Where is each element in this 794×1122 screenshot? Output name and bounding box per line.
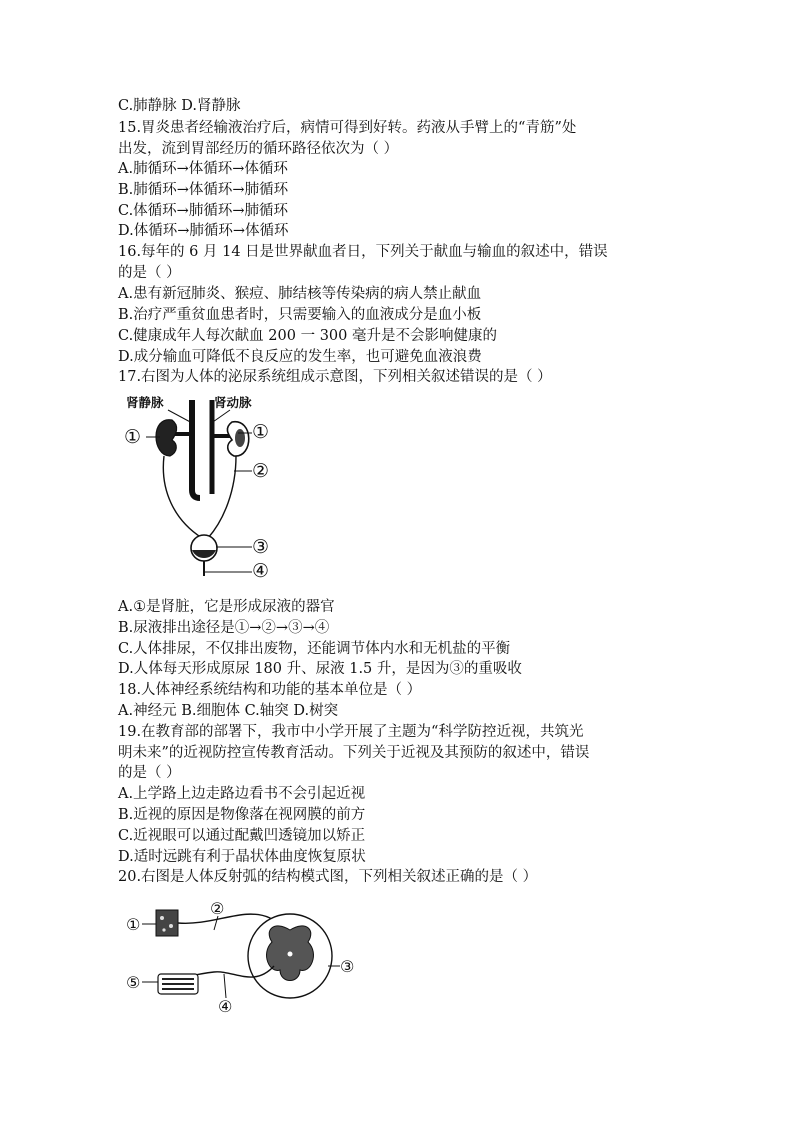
renal-vein-label: 肾静脉 xyxy=(126,395,164,410)
renal-artery-label: 肾动脉 xyxy=(214,395,252,410)
q15-option-c: C.体循环→肺循环→肺循环 xyxy=(118,203,288,219)
q15-option-a: A.肺循环→体循环→体循环 xyxy=(118,161,288,177)
q16-stem-line1: 16.每年的 6 月 14 日是世界献血者日，下列关于献血与输血的叙述中，错误 xyxy=(118,244,608,260)
q14-options-tail: C.肺静脉 D.肾静脉 xyxy=(118,98,241,114)
vena-cava xyxy=(192,400,200,498)
label-1-right: ① xyxy=(252,421,270,443)
q17-option-c: C.人体排尿，不仅排出废物，还能调节体内水和无机盐的平衡 xyxy=(118,641,511,657)
q17-option-b: B.尿液排出途径是①→②→③→④ xyxy=(118,620,330,636)
q16-option-c: C.健康成年人每次献血 200 一 300 毫升是不会影响健康的 xyxy=(118,328,497,344)
q15-option-b: B.肺循环→体循环→肺循环 xyxy=(118,182,289,198)
reflex-label-2: ② xyxy=(210,899,225,918)
q19-stem-line3: 的是（ ） xyxy=(118,765,181,781)
q16-option-d: D.成分输血可降低不良反应的发生率，也可避免血液浪费 xyxy=(118,349,482,365)
q17-option-d: D.人体每天形成原尿 180 升、尿液 1.5 升，是因为③的重吸收 xyxy=(118,661,522,677)
q15-stem-line2: 出发，流到胃部经历的循环路径依次为（ ） xyxy=(118,141,399,157)
q19-option-d: D.适时远跳有利于晶状体曲度恢复原状 xyxy=(118,849,366,865)
q16-option-b: B.治疗严重贫血患者时，只需要输入的血液成分是血小板 xyxy=(118,307,482,323)
q19-option-a: A.上学路上边走路边看书不会引起近视 xyxy=(118,786,366,802)
q18-options: A.神经元 B.细胞体 C.轴突 D.树突 xyxy=(118,703,339,719)
q19-option-b: B.近视的原因是物像落在视网膜的前方 xyxy=(118,807,366,823)
urinary-system-diagram xyxy=(120,390,280,590)
q17-option-a: A.①是肾脏，它是形成尿液的器官 xyxy=(118,599,335,615)
label-2: ② xyxy=(252,460,270,482)
effector xyxy=(158,974,198,994)
q19-option-c: C.近视眼可以通过配戴凹透镜加以矫正 xyxy=(118,828,366,844)
reflex-label-3: ③ xyxy=(340,957,355,976)
q16-stem-line2: 的是（ ） xyxy=(118,265,181,281)
q20-stem: 20.右图是人体反射弧的结构模式图，下列相关叙述正确的是（ ） xyxy=(118,869,538,885)
left-kidney xyxy=(156,420,177,456)
reflex-arc-diagram xyxy=(124,896,364,1014)
q19-stem-line2: 明未来”的近视防控宣传教育活动。下列关于近视及其预防的叙述中，错误 xyxy=(118,745,590,761)
q16-option-a: A.患有新冠肺炎、猴痘、肺结核等传染病的病人禁止献血 xyxy=(118,286,482,302)
reflex-label-1: ① xyxy=(126,915,141,934)
q15-option-d: D.体循环→肺循环→体循环 xyxy=(118,223,289,239)
reflex-label-4: ④ xyxy=(218,997,233,1014)
reflex-label-5: ⑤ xyxy=(126,973,141,992)
label-3: ③ xyxy=(252,536,270,558)
label-1-left: ① xyxy=(124,426,142,448)
label-4: ④ xyxy=(252,560,270,582)
q18-stem: 18.人体神经系统结构和功能的基本单位是（ ） xyxy=(118,682,422,698)
q19-stem-line1: 19.在教育部的部署下，我市中小学开展了主题为“科学防控近视，共筑光 xyxy=(118,724,584,740)
receptor xyxy=(156,910,178,936)
q17-stem: 17.右图为人体的泌尿系统组成示意图，下列相关叙述错误的是（ ） xyxy=(118,369,552,385)
q15-stem-line1: 15.胃炎患者经输液治疗后，病情可得到好转。药液从手臂上的“青筋”处 xyxy=(118,120,577,136)
